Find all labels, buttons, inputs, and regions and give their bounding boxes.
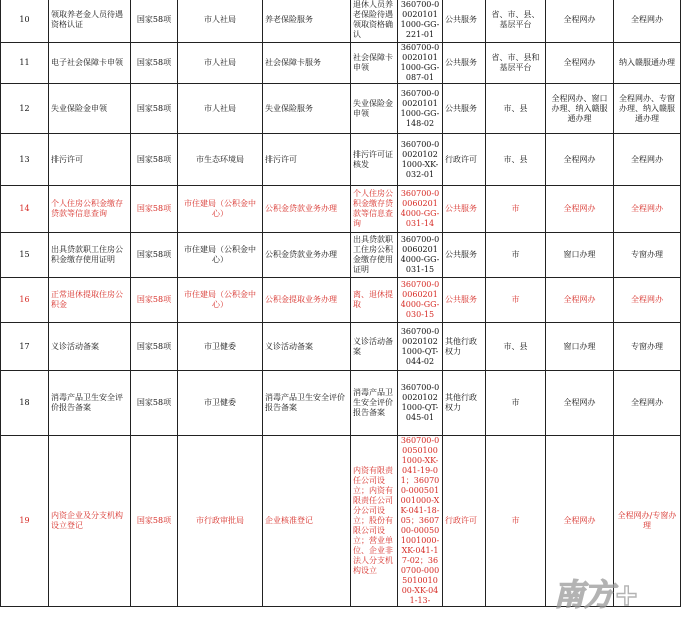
department-cell: 市住建局（公积金中心） bbox=[178, 186, 263, 233]
sub-item-cell: 消毒产品卫生安全评价报告备案 bbox=[351, 371, 398, 436]
sub-item-cell: 离、退休提取 bbox=[351, 278, 398, 323]
category-cell: 公积金贷款业务办理 bbox=[263, 186, 351, 233]
sub-item-cell: 排污许可证核发 bbox=[351, 134, 398, 186]
category-cell: 养老保险服务 bbox=[263, 0, 351, 43]
item-name-cell: 个人住房公积金缴存贷款等信息查询 bbox=[49, 186, 131, 233]
item-code-cell: 360700-000201021000-QT-045-01 bbox=[398, 371, 443, 436]
handling-scope-cell: 窗口办理 bbox=[546, 233, 614, 278]
item-name-cell: 消毒产品卫生安全评价报告备案 bbox=[49, 371, 131, 436]
category-cell: 失业保险服务 bbox=[263, 84, 351, 134]
department-cell: 市住建局（公积金中心） bbox=[178, 278, 263, 323]
handling-mode-cell: 全程网办/专窗办理 bbox=[614, 436, 681, 607]
handling-scope-cell: 全程网办 bbox=[546, 43, 614, 84]
handling-scope-cell: 全程网办 bbox=[546, 278, 614, 323]
department-cell: 市行政审批局 bbox=[178, 436, 263, 607]
item-type-cell: 公共服务 bbox=[443, 84, 486, 134]
item-type-cell: 其他行政权力 bbox=[443, 323, 486, 371]
item-name-cell: 出具贷款职工住房公积金缴存使用证明 bbox=[49, 233, 131, 278]
table-row bbox=[1, 43, 681, 84]
item-code-cell: 360700-000201011000-GG-148-02 bbox=[398, 84, 443, 134]
handling-scope-cell: 窗口办理 bbox=[546, 323, 614, 371]
basis-cell: 国家58项 bbox=[131, 436, 178, 607]
item-type-cell: 行政许可 bbox=[443, 134, 486, 186]
watermark-text: 南方+ bbox=[554, 578, 640, 613]
handling-mode-cell: 全程网办 bbox=[614, 134, 681, 186]
basis-cell: 国家58项 bbox=[131, 371, 178, 436]
item-code-cell: 360700-000201021000-XK-032-01 bbox=[398, 134, 443, 186]
category-cell: 消毒产品卫生安全评价报告备案 bbox=[263, 371, 351, 436]
item-code-cell: 360700-000201021000-QT-044-02 bbox=[398, 323, 443, 371]
handling-mode-cell: 专窗办理 bbox=[614, 323, 681, 371]
handling-mode-cell: 全程网办 bbox=[614, 278, 681, 323]
handling-mode-cell: 全程网办、专窗办理、纳入赣服通办理 bbox=[614, 84, 681, 134]
handling-scope-cell: 全程网办 bbox=[546, 134, 614, 186]
item-name-cell: 义诊活动备案 bbox=[49, 323, 131, 371]
department-cell: 市卫健委 bbox=[178, 323, 263, 371]
handling-scope-cell: 全程网办 bbox=[546, 186, 614, 233]
basis-cell: 国家58项 bbox=[131, 0, 178, 43]
item-code-cell: 360700-000201011000-GG-221-01 bbox=[398, 0, 443, 43]
row-number-cell: 17 bbox=[1, 323, 49, 371]
handling-level-cell: 省、市、县、基层平台 bbox=[486, 0, 546, 43]
item-type-cell: 行政许可 bbox=[443, 436, 486, 607]
category-cell: 社会保障卡服务 bbox=[263, 43, 351, 84]
table-row bbox=[1, 84, 681, 134]
handling-level-cell: 市 bbox=[486, 233, 546, 278]
handling-scope-cell: 全程网办 bbox=[546, 0, 614, 43]
row-number-cell: 16 bbox=[1, 278, 49, 323]
row-number-cell: 10 bbox=[1, 0, 49, 43]
row-number-cell: 12 bbox=[1, 84, 49, 134]
sub-item-cell: 出具贷款职工住房公积金缴存使用证明 bbox=[351, 233, 398, 278]
table-row bbox=[1, 233, 681, 278]
table-row bbox=[1, 186, 681, 233]
department-cell: 市人社局 bbox=[178, 0, 263, 43]
department-cell: 市生态环境局 bbox=[178, 134, 263, 186]
item-name-cell: 内资企业及分支机构设立登记 bbox=[49, 436, 131, 607]
row-number-cell: 18 bbox=[1, 371, 49, 436]
table-row bbox=[1, 436, 681, 607]
sub-item-cell: 社会保障卡申领 bbox=[351, 43, 398, 84]
row-number-cell: 19 bbox=[1, 436, 49, 607]
handling-level-cell: 市、县 bbox=[486, 84, 546, 134]
table-body bbox=[1, 0, 681, 607]
department-cell: 市人社局 bbox=[178, 84, 263, 134]
handling-level-cell: 省、市、县和基层平台 bbox=[486, 43, 546, 84]
handling-level-cell: 市 bbox=[486, 371, 546, 436]
item-type-cell: 公共服务 bbox=[443, 0, 486, 43]
handling-mode-cell: 全程网办 bbox=[614, 371, 681, 436]
item-name-cell: 电子社会保障卡申领 bbox=[49, 43, 131, 84]
handling-level-cell: 市 bbox=[486, 278, 546, 323]
item-name-cell: 正常退休提取住房公积金 bbox=[49, 278, 131, 323]
item-name-cell: 领取养老金人员待遇资格认证 bbox=[49, 0, 131, 43]
basis-cell: 国家58项 bbox=[131, 43, 178, 84]
item-type-cell: 公共服务 bbox=[443, 278, 486, 323]
handling-mode-cell: 全程网办 bbox=[614, 0, 681, 43]
category-cell: 公积金提取业务办理 bbox=[263, 278, 351, 323]
handling-level-cell: 市、县 bbox=[486, 323, 546, 371]
item-name-cell: 排污许可 bbox=[49, 134, 131, 186]
table-row bbox=[1, 371, 681, 436]
item-code-cell: 360700-000602014000-GG-031-14 bbox=[398, 186, 443, 233]
table-row bbox=[1, 278, 681, 323]
table-row bbox=[1, 323, 681, 371]
handling-level-cell: 市 bbox=[486, 436, 546, 607]
item-type-cell: 公共服务 bbox=[443, 233, 486, 278]
handling-level-cell: 市、县 bbox=[486, 134, 546, 186]
table-row bbox=[1, 0, 681, 43]
item-type-cell: 公共服务 bbox=[443, 43, 486, 84]
item-name-cell: 失业保险金申领 bbox=[49, 84, 131, 134]
row-number-cell: 13 bbox=[1, 134, 49, 186]
department-cell: 市卫健委 bbox=[178, 371, 263, 436]
sub-item-cell: 个人住房公积金缴存贷款等信息查询 bbox=[351, 186, 398, 233]
handling-mode-cell: 纳入赣服通办理 bbox=[614, 43, 681, 84]
basis-cell: 国家58项 bbox=[131, 186, 178, 233]
row-number-cell: 14 bbox=[1, 186, 49, 233]
table-row bbox=[1, 134, 681, 186]
basis-cell: 国家58项 bbox=[131, 278, 178, 323]
sub-item-cell: 义诊活动备案 bbox=[351, 323, 398, 371]
row-number-cell: 15 bbox=[1, 233, 49, 278]
item-code-cell: 360700-000201011000-GG-087-01 bbox=[398, 43, 443, 84]
handling-level-cell: 市 bbox=[486, 186, 546, 233]
item-code-cell: 360700-000602014000-GG-030-15 bbox=[398, 278, 443, 323]
category-cell: 公积金贷款业务办理 bbox=[263, 233, 351, 278]
item-code-cell: 360700-000501001000-XK-041-19-01；360700-000501001000-XK-041-18-05；360700-000501001000-XK-041-17-02；360700-000501001000-XK-041-13- bbox=[398, 436, 443, 607]
sub-item-cell: 内资有限责任公司设立；内资有限责任公司分公司设立；股份有限公司设立；营业单位、企业非法人分支机构设立 bbox=[351, 436, 398, 607]
basis-cell: 国家58项 bbox=[131, 134, 178, 186]
item-type-cell: 公共服务 bbox=[443, 186, 486, 233]
handling-scope-cell: 全程网办 bbox=[546, 436, 614, 607]
handling-mode-cell: 全程网办 bbox=[614, 186, 681, 233]
sub-item-cell: 退休人员养老保险待遇领取资格确认 bbox=[351, 0, 398, 43]
basis-cell: 国家58项 bbox=[131, 323, 178, 371]
basis-cell: 国家58项 bbox=[131, 84, 178, 134]
department-cell: 市人社局 bbox=[178, 43, 263, 84]
category-cell: 排污许可 bbox=[263, 134, 351, 186]
item-type-cell: 其他行政权力 bbox=[443, 371, 486, 436]
category-cell: 义诊活动备案 bbox=[263, 323, 351, 371]
handling-mode-cell: 专窗办理 bbox=[614, 233, 681, 278]
sub-item-cell: 失业保险金申领 bbox=[351, 84, 398, 134]
basis-cell: 国家58项 bbox=[131, 233, 178, 278]
row-number-cell: 11 bbox=[1, 43, 49, 84]
category-cell: 企业核准登记 bbox=[263, 436, 351, 607]
item-code-cell: 360700-000602014000-GG-031-15 bbox=[398, 233, 443, 278]
handling-scope-cell: 全程网办、窗口办理、纳入赣服通办理 bbox=[546, 84, 614, 134]
department-cell: 市住建局（公积金中心） bbox=[178, 233, 263, 278]
handling-scope-cell: 全程网办 bbox=[546, 371, 614, 436]
